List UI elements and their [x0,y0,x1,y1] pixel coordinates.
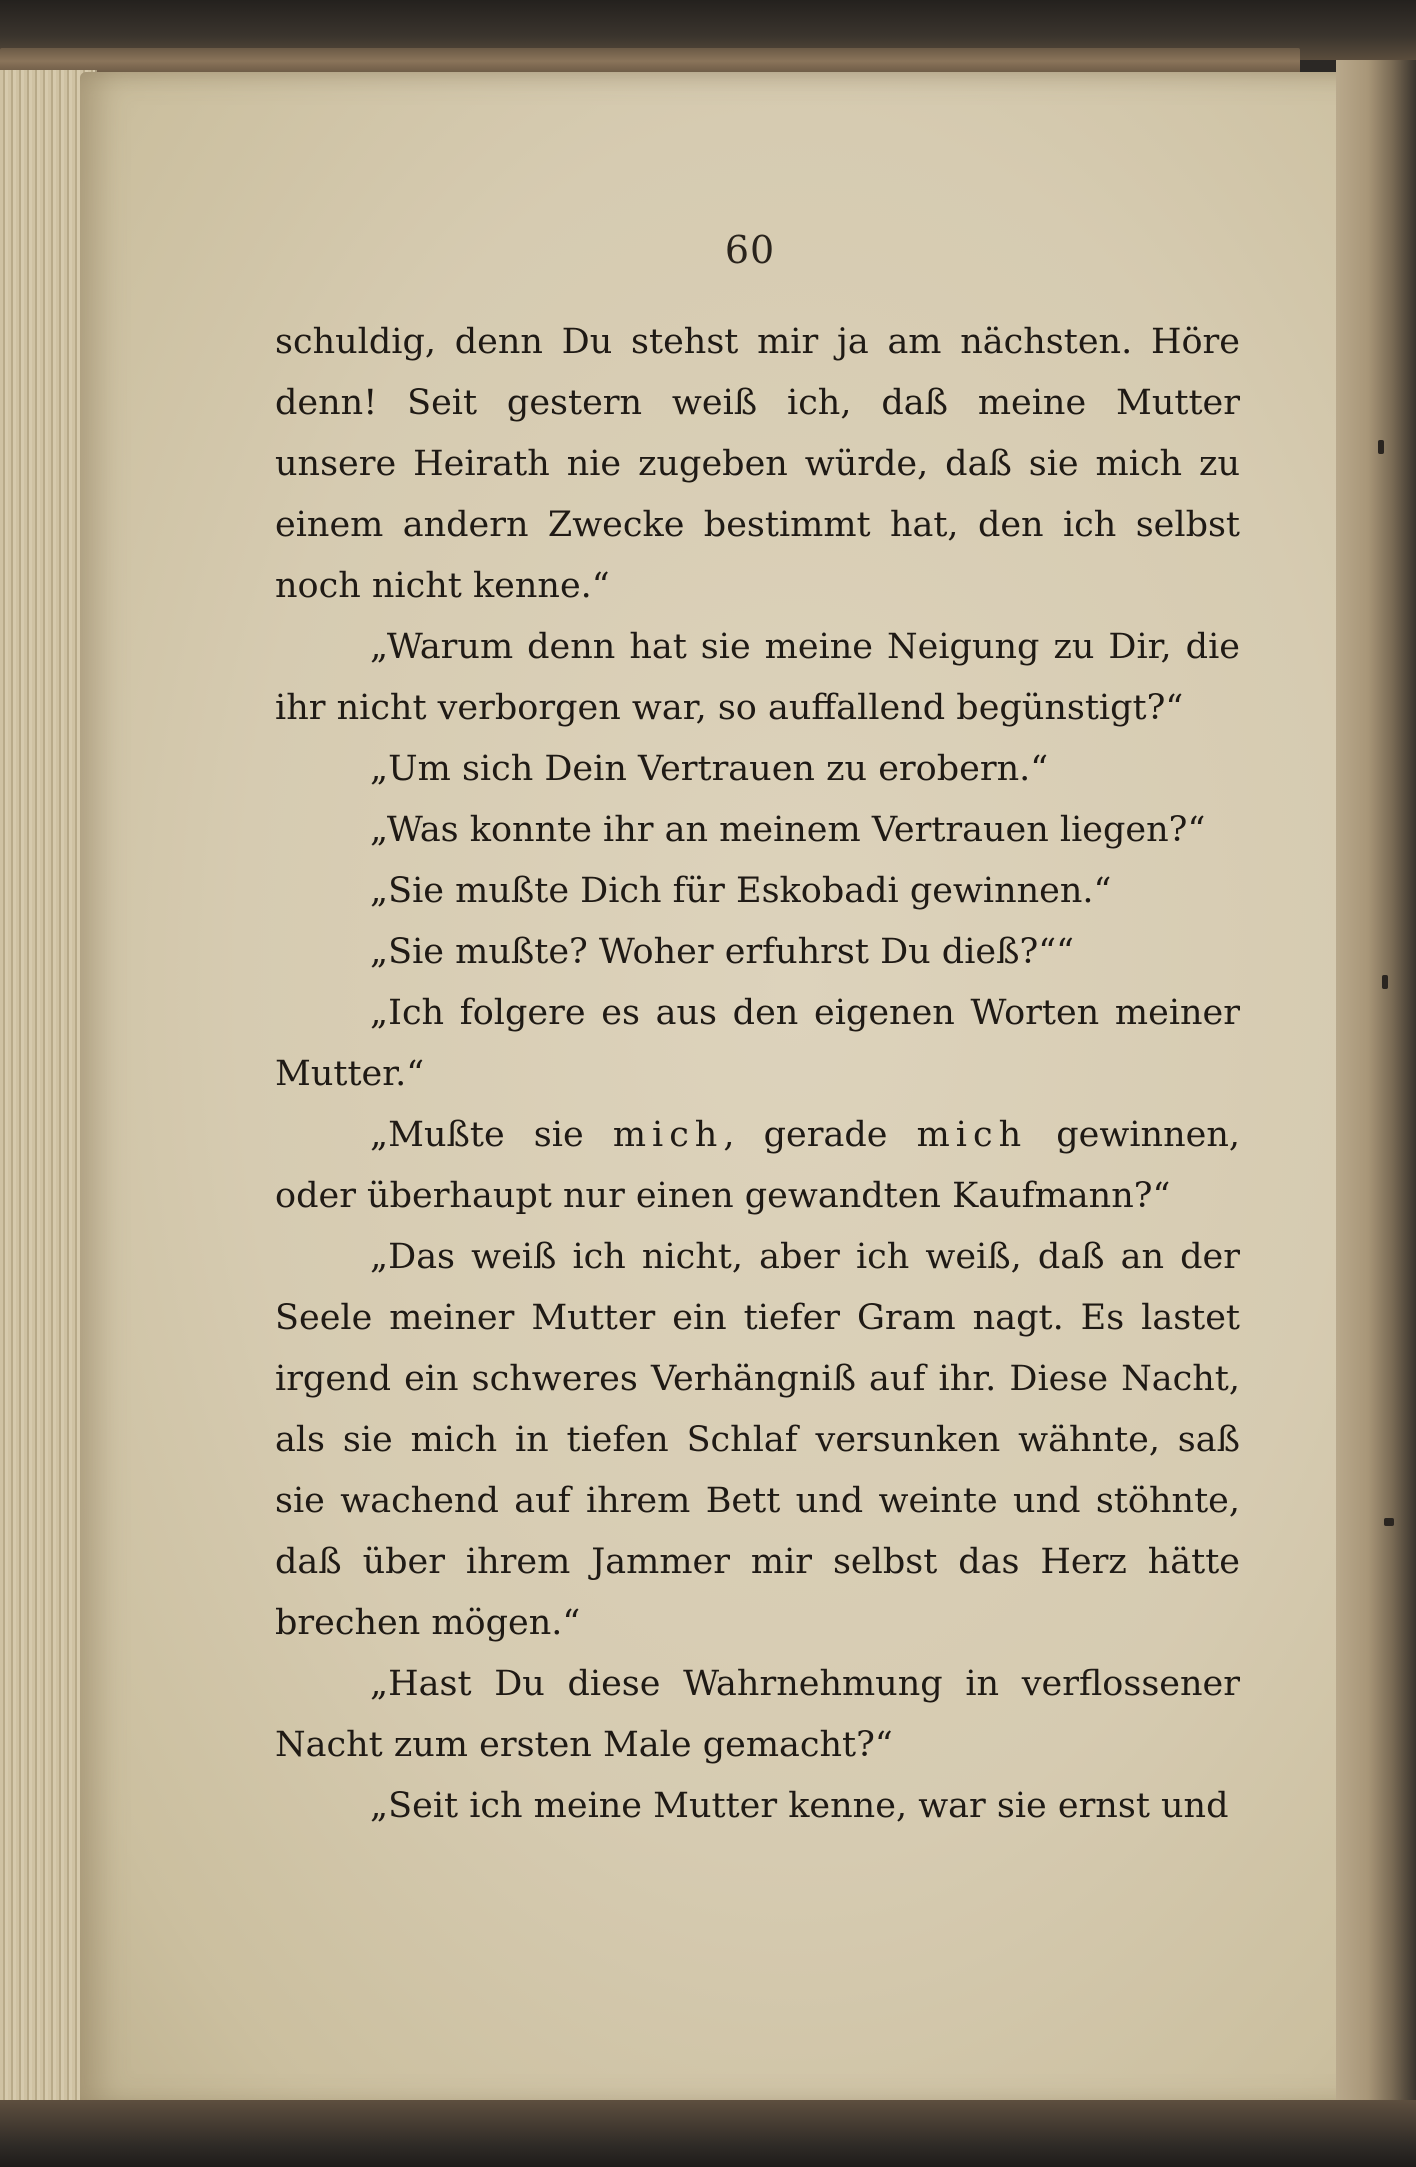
paragraph-text: schuldig, denn Du stehst mir ja am nächsten. Höre denn! Seit gestern weiß ich, daß meine Mutter unsere Heirath nie zugeben würde, daß sie mich zu einem andern Zwecke bestimmt hat, den ich selbst noch nicht kenne.“ [275,322,1240,606]
paragraph-text: „Das weiß ich nicht, aber ich weiß, daß an der Seele meiner Mutter ein tiefer Gram nagt. Es lastet irgend ein schweres Verhängniß auf ihr. Diese Nacht, als sie mich in tiefen Schlaf versunken wähnte, saß sie wachend auf ihrem Bett und weinte und stöhnte, daß über ihrem Jammer mir selbst das Herz hätte brechen mögen.“ [275,1237,1240,1643]
book-cover-edge [0,48,1300,74]
paragraph-text: , gerade [723,1115,917,1155]
paragraph-text: gewinnen, oder überhaupt nur einen gewandten Kaufmann?“ [275,1115,1240,1216]
paragraph [275,1776,1240,1837]
emphasized-word: mich [916,1115,1028,1155]
page-number: 60 [724,228,776,272]
paragraph-text: „Seit ich meine Mutter kenne, war sie ernst und [370,1786,1229,1826]
paragraph [275,312,1240,617]
margin-mark [1382,975,1388,989]
paragraph-text: „Warum denn hat sie meine Neigung zu Dir, die ihr nicht verborgen war, so auffallend begünstigt?“ [275,627,1240,728]
emphasized-word: mich [612,1115,724,1155]
paragraph-text: „Sie mußte? Woher erfuhrst Du dieß?““ [370,932,1075,972]
paragraph [275,1227,1240,1654]
body-text [275,312,1240,1837]
paragraph [275,739,1240,800]
margin-mark [1378,440,1384,454]
paragraph-text: „Sie mußte Dich für Eskobadi gewinnen.“ [370,871,1112,911]
paragraph-text: „Hast Du diese Wahrnehmung in verflossener Nacht zum ersten Male gemacht?“ [275,1664,1240,1765]
scan-bottom-border [0,2100,1416,2167]
paragraph [275,800,1240,861]
paragraph [275,922,1240,983]
paragraph-text: „Ich folgere es aus den eigenen Worten meiner Mutter.“ [275,993,1240,1094]
paragraph [275,983,1240,1105]
paragraph-text: „Was konnte ihr an meinem Vertrauen liegen?“ [370,810,1206,850]
paragraph-text: „Mußte sie [370,1115,613,1155]
paragraph [275,617,1240,739]
book-spine-right [1336,60,1416,2150]
paragraph [275,861,1240,922]
margin-mark [1384,1518,1394,1526]
paragraph [275,1105,1240,1227]
paragraph [275,1654,1240,1776]
paragraph-text: „Um sich Dein Vertrauen zu erobern.“ [370,749,1049,789]
